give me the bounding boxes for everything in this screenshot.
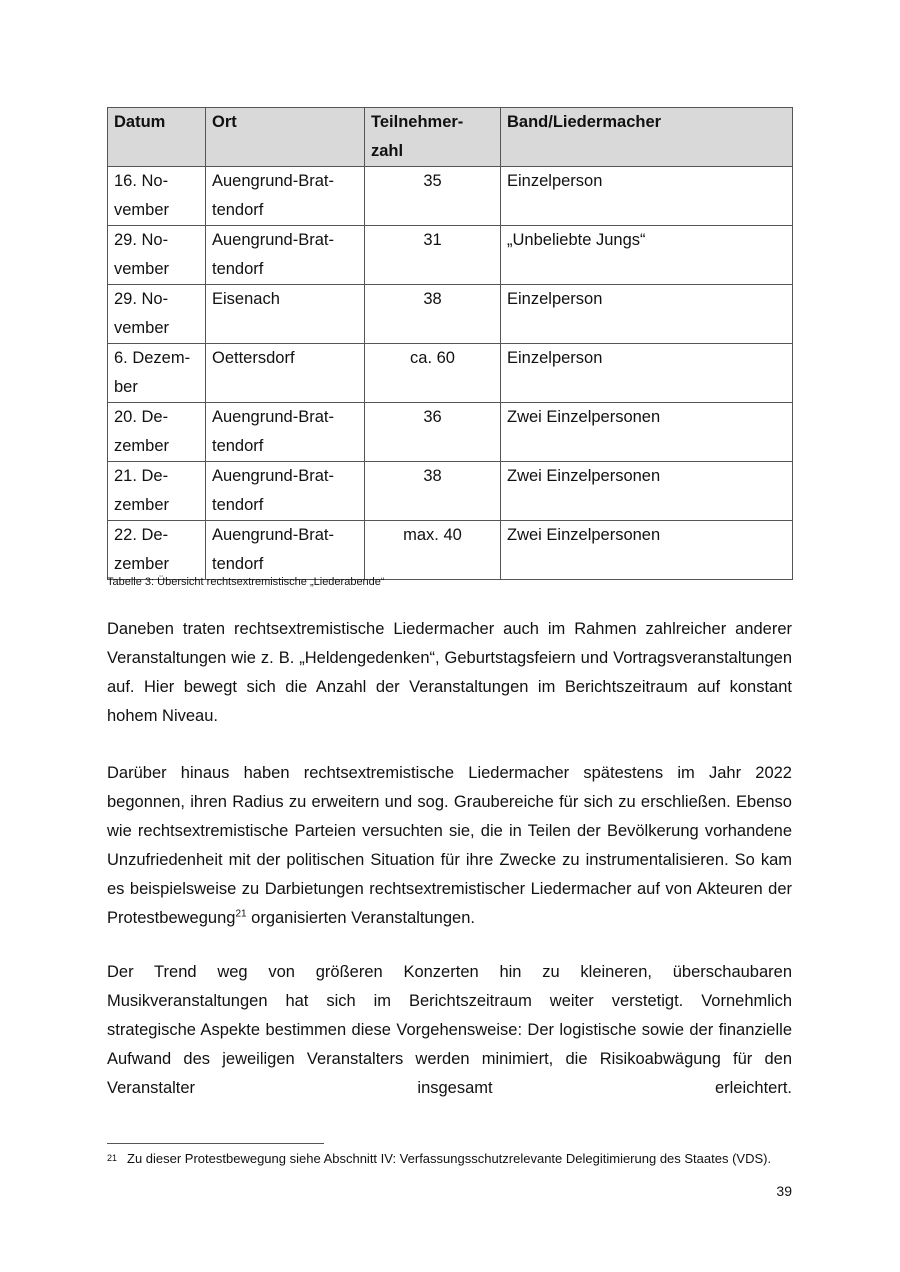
- paragraph-2-text: [107, 759, 792, 933]
- table-header-row: [108, 108, 793, 167]
- cell-band: Zwei Einzelpersonen: [501, 462, 793, 521]
- paragraph-3-text: Der Trend weg von größeren Konzerten hin zu kleineren, überschaubaren Musikveranstaltungen hat sich im Berichtszeitraum weiter verstetigt. Vornehmlich strategische Aspekte bestimmen diese Vorgehensweise: Der logistische sowie der finanzielle Aufwand des jeweiligen Veranstalters werden minimiert, die Risikoabwägung für den Veranstalter insgesamt erleichtert.: [107, 963, 792, 1097]
- paragraph-1-text: Daneben traten rechtsextremistische Liedermacher auch im Rahmen zahlreicher anderer Veranstaltungen wie z. B. „Heldengedenken“, Geburtstagsfeiern und Vortragsveranstaltungen auf. Hier bewegt sich die Anzahl der Veranstaltungen im Berichtszeitraum auf konstant hohem Niveau.: [107, 620, 792, 725]
- cell-ort: Auengrund-Brat- tendorf: [206, 521, 365, 580]
- footnote: [107, 1151, 792, 1166]
- cell-teilnehmerzahl: 35: [365, 167, 501, 226]
- cell-band: Zwei Einzelpersonen: [501, 403, 793, 462]
- table-row: [108, 403, 793, 462]
- cell-datum: 20. De- zember: [108, 403, 206, 462]
- footnote-text: Zu dieser Protestbewegung siehe Abschnitt IV: Verfassungsschutzrelevante Delegitimierung des Staates (VDS).: [127, 1151, 772, 1166]
- cell-band: Einzelperson: [501, 285, 793, 344]
- cell-teilnehmerzahl: 38: [365, 462, 501, 521]
- cell-teilnehmerzahl: 36: [365, 403, 501, 462]
- cell-ort: Oettersdorf: [206, 344, 365, 403]
- cell-ort: Auengrund-Brat- tendorf: [206, 226, 365, 285]
- cell-ort: Auengrund-Brat- tendorf: [206, 167, 365, 226]
- header-teilnehmerzahl: Teilnehmer- zahl: [365, 108, 501, 167]
- cell-datum: 22. De- zember: [108, 521, 206, 580]
- table-row: [108, 285, 793, 344]
- paragraph-2-main: Darüber hinaus haben rechtsextremistische Liedermacher spätestens im Jahr 2022 begonnen, ihren Radius zu erweitern und sog. Graubereiche für sich zu erschließen. Ebenso wie rechtsextremistische Parteien versuchten sie, die in Teilen der Bevölkerung vorhandene Unzufriedenheit mit der politischen Situation für ihre Zwecke zu instrumentalisieren. So kam es beispielsweise zu Darbietungen rechtsextremistischer Liedermacher auf von Akteuren der Protestbewegung: [107, 764, 792, 927]
- cell-teilnehmerzahl: 38: [365, 285, 501, 344]
- cell-teilnehmerzahl: ca. 60: [365, 344, 501, 403]
- events-table-container: [107, 107, 792, 580]
- footnote-reference[interactable]: 21: [235, 908, 247, 920]
- cell-teilnehmerzahl: 31: [365, 226, 501, 285]
- header-band: Band/Liedermacher: [501, 108, 793, 167]
- liederabende-table: [107, 107, 793, 580]
- footnote-mark: 21: [107, 1153, 118, 1163]
- paragraph-2-end: organisierten Veranstaltungen.: [246, 909, 475, 927]
- header-ort: Ort: [206, 108, 365, 167]
- cell-ort: Auengrund-Brat- tendorf: [206, 403, 365, 462]
- paragraph-3: [107, 958, 792, 1103]
- cell-teilnehmerzahl: max. 40: [365, 521, 501, 580]
- footnote-separator: [107, 1143, 324, 1144]
- page-number: 39: [776, 1183, 792, 1199]
- cell-datum: 29. No- vember: [108, 285, 206, 344]
- cell-band: Einzelperson: [501, 167, 793, 226]
- table-row: [108, 521, 793, 580]
- cell-datum: 29. No- vember: [108, 226, 206, 285]
- cell-datum: 21. De- zember: [108, 462, 206, 521]
- table-row: [108, 344, 793, 403]
- cell-datum: 16. No- vember: [108, 167, 206, 226]
- table-row: [108, 167, 793, 226]
- cell-datum: 6. Dezem- ber: [108, 344, 206, 403]
- paragraph-1: [107, 615, 792, 731]
- cell-ort: Auengrund-Brat- tendorf: [206, 462, 365, 521]
- cell-band: Einzelperson: [501, 344, 793, 403]
- header-datum: Datum: [108, 108, 206, 167]
- cell-band: „Unbeliebte Jungs“: [501, 226, 793, 285]
- cell-ort: Eisenach: [206, 285, 365, 344]
- cell-band: Zwei Einzelpersonen: [501, 521, 793, 580]
- table-row: [108, 226, 793, 285]
- table-row: [108, 462, 793, 521]
- table-caption: Tabelle 3: Übersicht rechtsextremistische „Liederabende“: [107, 576, 385, 588]
- paragraph-2: [107, 759, 792, 933]
